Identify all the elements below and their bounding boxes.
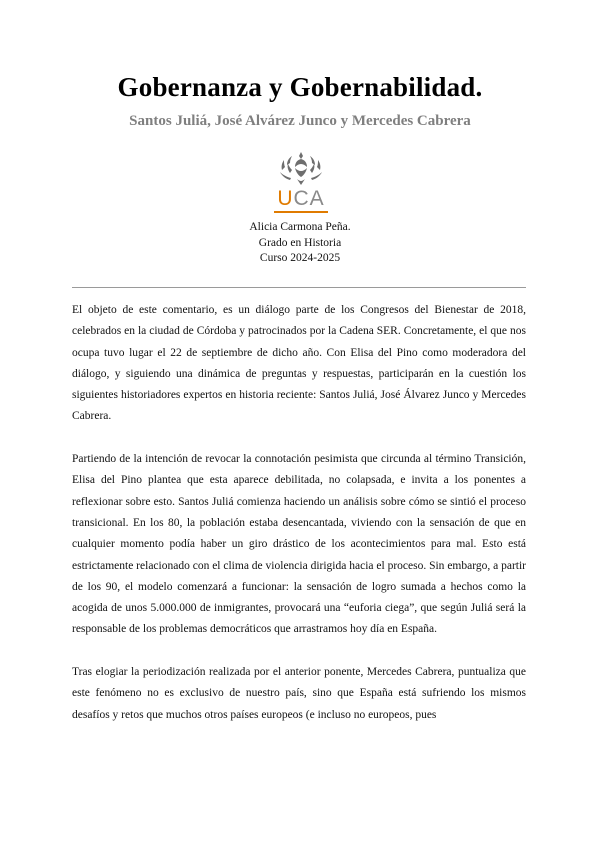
- author-block: [0, 220, 600, 267]
- logo-underline: [274, 211, 328, 213]
- uca-logo: [270, 150, 332, 214]
- paragraph-1: El objeto de este comentario, es un diálogo parte de los Congresos del Bienestar de 2018, celebrados en la ciudad de Córdoba y patrocinados por la Cadena SER. Concretamente, el que nos ocupa tuvo lugar el 22 de septiembre de dicho año. Con Elisa del Pino como moderadora del diálogo, y siguiendo una dinámica de preguntas y respuestas, participarán en la cuestión los siguientes historiadores expertos en historia reciente: Santos Juliá, José Álvarez Junco y Mercedes Cabrera.: [72, 304, 526, 423]
- paragraph-3: Tras elogiar la periodización realizada por el anterior ponente, Mercedes Cabrera, puntualiza que este fenómeno no es exclusivo de nuestro país, sino que España está sufriendo los mismos desafíos y retos que muchos otros países europeos (e incluso no europeos, pues: [72, 666, 526, 721]
- page-title: Gobernanza y Gobernabilidad.: [117, 72, 483, 102]
- uca-wordmark: [270, 188, 332, 210]
- uca-emblem-icon: [270, 150, 332, 190]
- author-degree: Grado en Historia: [258, 236, 342, 249]
- header-divider: [72, 287, 526, 288]
- uca-wordmark-ca: CA: [293, 187, 325, 210]
- author-course: Curso 2024-2025: [259, 252, 341, 264]
- page-subtitle: Santos Juliá, José Alvárez Junco y Mercedes Cabrera: [129, 113, 471, 129]
- paragraph-2: Partiendo de la intención de revocar la connotación pesimista que circunda al término Transición, Elisa del Pino plantea que esta aparece debilitada, no colapsada, e invita a los ponentes a reflexionar sobre esto. Santos Juliá comienza haciendo un análisis sobre cómo se sintió el proceso transicional. En los 80, la población estaba desencantada, viviendo con la sensación de que en cualquier momento podía haber un giro drástico de los acontecimientos para mal. Esto está estrictamente relacionado con el clima de violencia dirigida hacia el proceso. Sin embargo, a partir de los 90, el modelo comenzará a funcionar: la sensación de logro sumada a hechos como la acogida de unos 5.000.000 de inmigrantes, provocará una “euforia ciega”, que según Juliá será la responsable de los problemas democráticos que arrastramos hoy día en España.: [72, 453, 526, 636]
- uca-wordmark-u: U: [277, 187, 294, 210]
- body-text: [72, 300, 526, 747]
- author-name: Alicia Carmona Peña.: [249, 221, 351, 233]
